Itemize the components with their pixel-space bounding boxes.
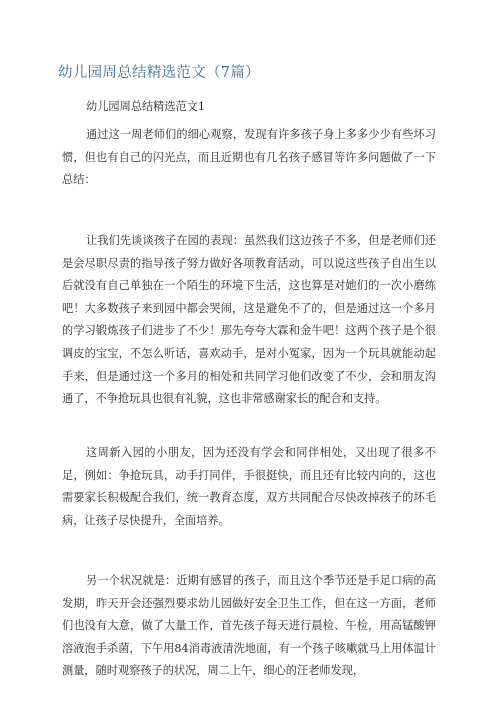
paragraph-3: 这周新入园的小朋友，因为还没有学会和同伴相处，又出现了很多不足，例如：争抢玩具，动手打同伴，手很挺快，而且还有比较内向的，这也需要家长积极配合我们，统一教育态度，双方共同配合尽快改掉孩子的坏毛病，让孩子尽快提升，全面培养。 xyxy=(62,446,436,527)
paragraph-1: 通过这一周老师们的细心观察，发现有许多孩子身上多多少少有些坏习惯，但也有自己的闪光点，而且近期也有几名孩子感冒等许多问题做了一下总结： xyxy=(62,128,436,187)
paragraph-4: 另一个状况就是：近期有感冒的孩子，而且这个季节还是手足口病的高发期，昨天开会还强烈要求幼儿园做好安全卫生工作，但在这一方面，老师们也没有大意，做了大量工作，首先孩子每天进行晨检、午检，用高锰酸钾溶液泡手杀菌，下午用84消毒液清洗地面，有一个孩子咳嗽就马上用体温计测量，随时观察孩子的状况，周二上午，细心的汪老师发现， xyxy=(62,574,436,678)
document-title: 幼儿园周总结精选范文（7篇） xyxy=(58,65,260,81)
section-subtitle: 幼儿园周总结精选范文1 xyxy=(86,100,205,113)
paragraph-2: 让我们先谈谈孩子在园的表现：虽然我们这边孩子不多，但是老师们还是会尽职尽责的指导孩子努力做好各项教育活动，可以说这些孩子自出生以后就没有自己单独在一个陌生的环境下生活，这也算是对她们的一次小磨练吧！大多数孩子来到园中都会哭闹，这是避免不了的，但是通过这一个多月的学习锻炼孩子们进步了不少！那先夸夸大霖和金牛吧！这两个孩子是个很调皮的宝宝，不怎么听话，喜欢动手，是对小冤家，因为一个玩具就能动起手来，但是通过这一个多月的相处和共同学习他们改变了不少，会和朋友沟通了，不争抢玩具也很有礼貌，这也非常感谢家长的配合和支持。 xyxy=(62,234,436,406)
